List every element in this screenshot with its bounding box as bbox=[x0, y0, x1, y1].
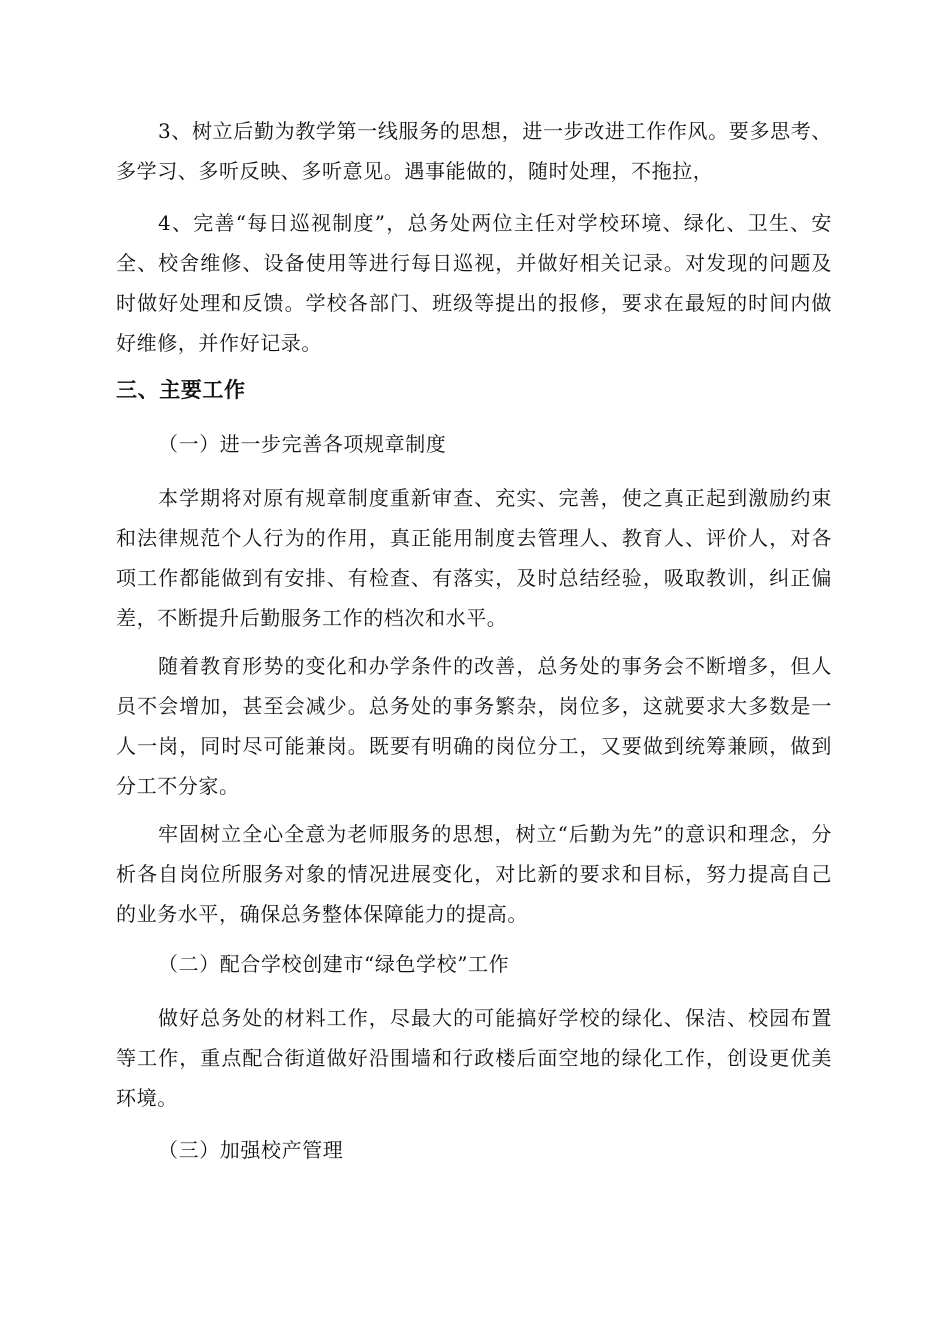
subheading-property-management: （三）加强校产管理 bbox=[158, 1138, 344, 1162]
subheading-rules: （一）进一步完善各项规章制度 bbox=[158, 432, 447, 456]
paragraph-item-3: 3、树立后勤为教学第一线服务的思想，进一步改进工作作风。要多思考、多学习、多听反映、多听意见。遇事能做的，随时处理，不拖拉， bbox=[116, 119, 832, 183]
paragraph-staffing: 随着教育形势的变化和办学条件的改善，总务处的事务会不断增多，但人员不会增加，甚至会减少。总务处的事务繁杂，岗位多，这就要求大多数是一人一岗，同时尽可能兼岗。既要有明确的岗位分工，又要做到统筹兼顾，做到分工不分家。 bbox=[116, 654, 832, 798]
paragraph-service-attitude: 牢固树立全心全意为老师服务的思想，树立“后勤为先”的意识和理念，分析各自岗位所服务对象的情况进展变化，对比新的要求和目标，努力提高自己的业务水平，确保总务整体保障能力的提高。 bbox=[116, 822, 832, 926]
section-title-main-work: 三、主要工作 bbox=[116, 377, 246, 402]
paragraph-item-4: 4、完善“每日巡视制度”，总务处两位主任对学校环境、绿化、卫生、安全、校舍维修、设备使用等进行每日巡视，并做好相关记录。对发现的问题及时做好处理和反馈。学校各部门、班级等提出的报修，要求在最短的时间内做好维修，并作好记录。 bbox=[116, 211, 832, 355]
paragraph-rules-review: 本学期将对原有规章制度重新审查、充实、完善，使之真正起到激励约束和法律规范个人行为的作用，真正能用制度去管理人、教育人、评价人，对各项工作都能做到有安排、有检查、有落实，及时总结经验，吸取教训，纠正偏差，不断提升后勤服务工作的档次和水平。 bbox=[116, 486, 832, 630]
subheading-green-school: （二）配合学校创建市“绿色学校”工作 bbox=[158, 952, 510, 976]
paragraph-greening: 做好总务处的材料工作，尽最大的可能搞好学校的绿化、保洁、校园布置等工作，重点配合街道做好沿围墙和行政楼后面空地的绿化工作，创设更优美环境。 bbox=[116, 1006, 832, 1110]
